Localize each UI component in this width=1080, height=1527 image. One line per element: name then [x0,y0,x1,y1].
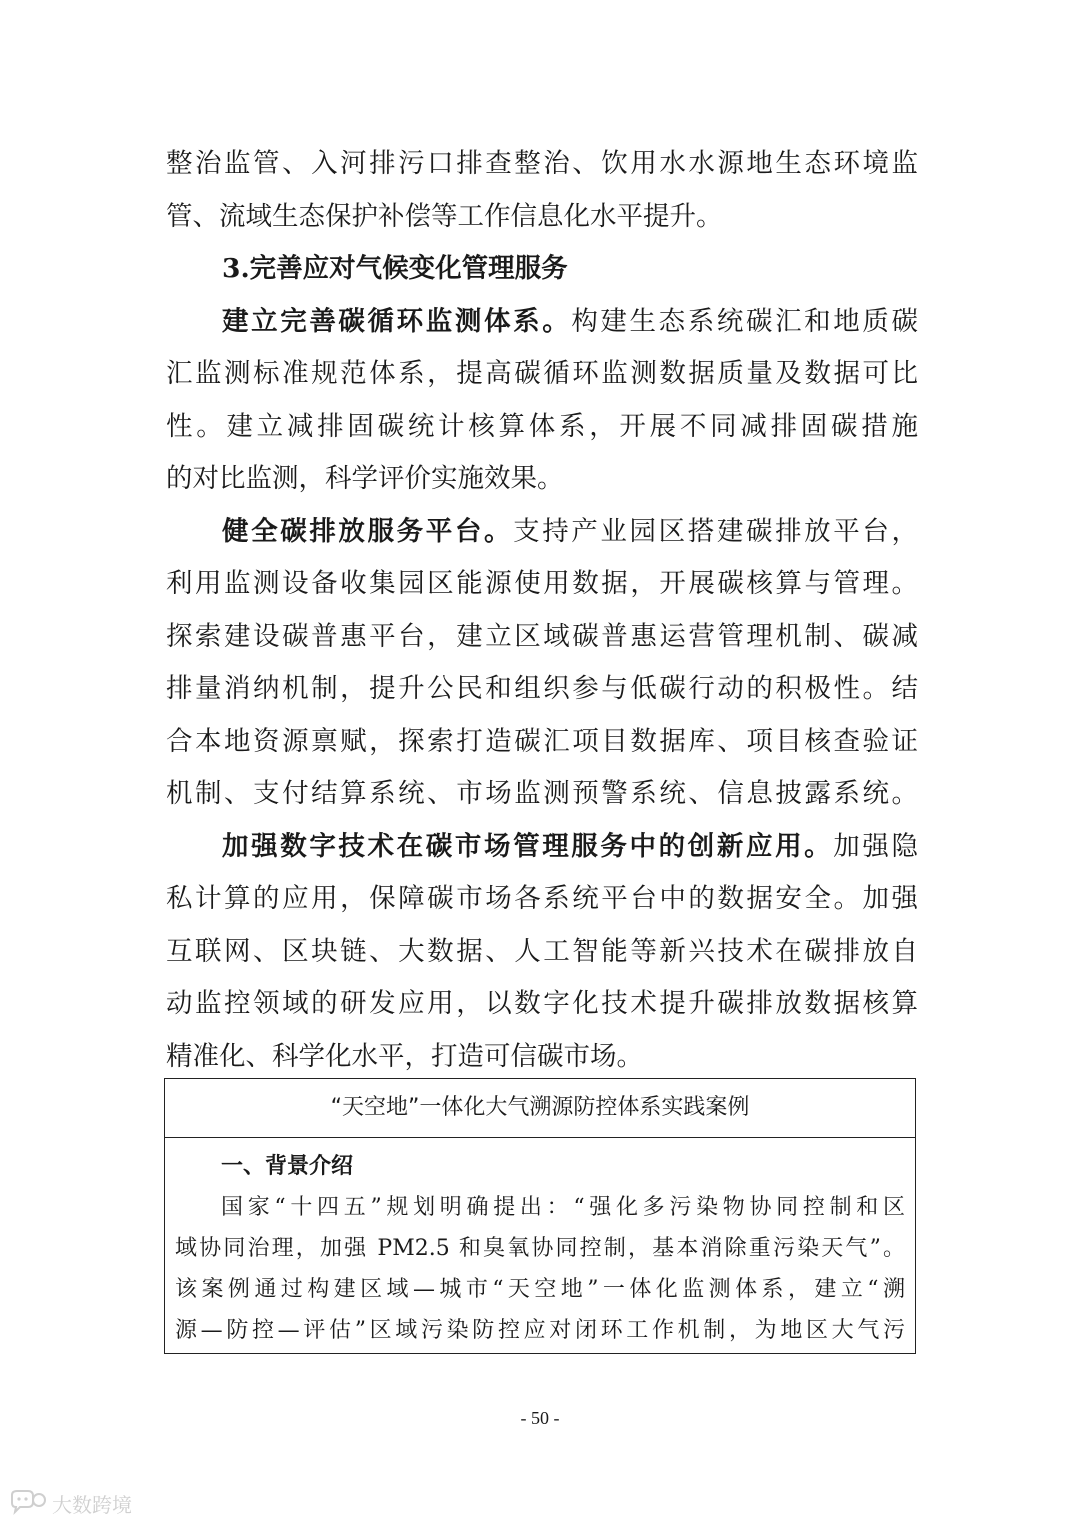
paragraph-line: 整治监管、入河排污口排查整治、饮用水水源地生态环境监 [166,148,918,179]
page-number: - 50 - [520,1408,560,1428]
paragraph-lead: 加强数字技术在碳市场管理服务中的创新应用。 [222,830,834,862]
case-section-heading: 一、背景介绍 [221,1153,354,1179]
watermark-text: 大数跨境 [52,1492,132,1517]
paragraph-line: 利用监测设备收集园区能源使用数据，开展碳核算与管理。 [166,568,918,599]
paragraph-text: 支持产业园区搭建碳排放平台， [513,515,919,547]
case-study-title: “天空地”一体化大气溯源防控体系实践案例 [165,1079,915,1138]
section-heading: 3.完善应对气候变化管理服务 [222,253,568,284]
paragraph-line [166,506,918,559]
case-line: 国家“十四五”规划明确提出：“强化多污染物协同控制和区 [221,1195,905,1220]
case-study-body [165,1138,915,1351]
case-study-box [164,1078,916,1354]
paragraph-line: 机制、支付结算系统、市场监测预警系统、信息披露系统。 [166,778,918,809]
paragraph-text: 加强隐 [833,830,919,862]
paragraph-line: 汇监测标准规范体系，提高碳循环监测数据质量及数据可比 [166,358,918,389]
paragraph-lead: 建立完善碳循环监测体系。 [222,305,572,337]
case-line: 域协同治理，加强 PM2.5 和臭氧协同控制，基本消除重污染天气”。 [175,1236,905,1261]
paragraph-line: 排量消纳机制，提升公民和组织参与低碳行动的积极性。结 [166,673,918,704]
paragraph-line: 的对比监测，科学评价实施效果。 [166,463,564,494]
paragraph-line: 性。建立减排固碳统计核算体系，开展不同减排固碳措施 [166,410,918,442]
paragraph-line: 探索建设碳普惠平台，建立区域碳普惠运营管理机制、碳减 [166,620,918,652]
paragraph-line: 私计算的应用，保障碳市场各系统平台中的数据安全。加强 [166,883,918,914]
paragraph-text: 构建生态系统碳汇和地质碳 [571,305,919,337]
paragraph-line: 精准化、科学化水平，打造可信碳市场。 [166,1040,643,1072]
paragraph-line: 管、流域生态保护补偿等工作信息化水平提升。 [166,200,723,232]
paragraph-line: 合本地资源禀赋，探索打造碳汇项目数据库、项目核查验证 [166,725,918,757]
paragraph-lead: 健全碳排放服务平台。 [222,515,514,547]
paragraph-line: 互联网、区块链、大数据、人工智能等新兴技术在碳排放自 [166,935,918,967]
body-text [166,138,918,1083]
paragraph-line [166,296,918,349]
case-line: 源—防控—评估”区域污染防控应对闭环工作机制，为地区大气污 [175,1318,905,1343]
paragraph-line [166,821,918,874]
case-line: 该案例通过构建区域—城市“天空地”一体化监测体系，建立“溯 [175,1277,905,1302]
paragraph-line: 动监控领域的研发应用，以数字化技术提升碳排放数据核算 [166,988,918,1019]
watermark [8,1488,132,1518]
chat-bubble-logo-icon [8,1489,48,1517]
